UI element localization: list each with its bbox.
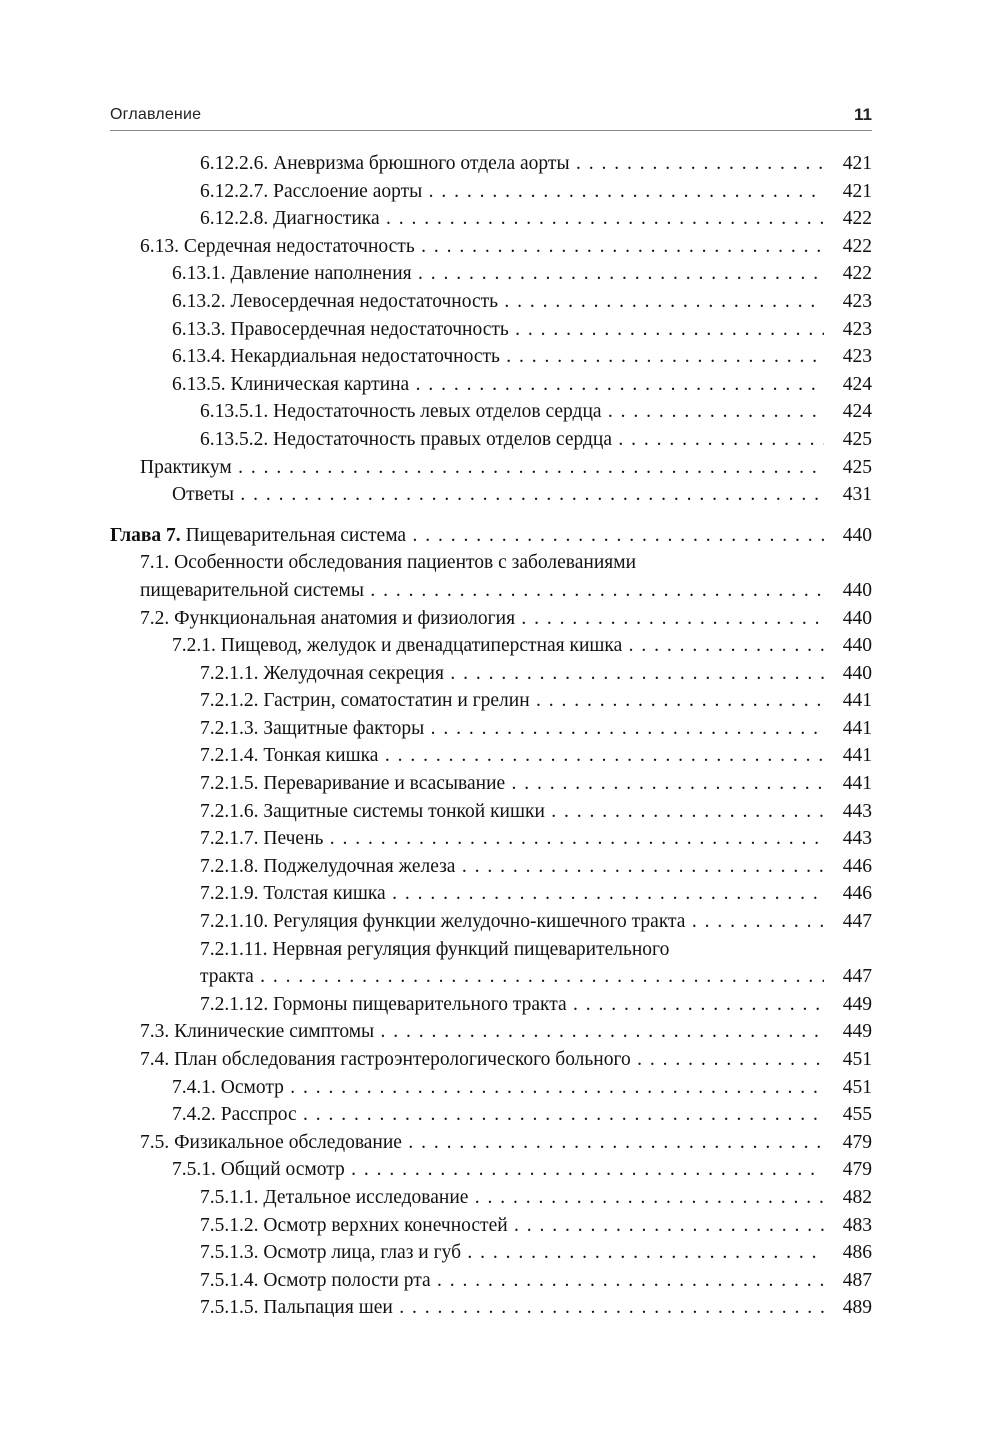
toc-entry[interactable] — [110, 1074, 872, 1102]
toc-entry-page: 422 — [842, 263, 872, 285]
toc-entry[interactable] — [110, 1294, 872, 1322]
toc-entry[interactable] — [110, 853, 872, 881]
toc-entry-title: 7.2.1.7. Печень . . . — [110, 825, 824, 853]
toc-entry-page: 440 — [842, 635, 872, 657]
toc-entry-title: 7.2.1.1. Желудочная секреция . . . — [110, 660, 824, 688]
toc-entry-title — [110, 522, 824, 550]
toc-entry-title: 7.5.1.2. Осмотр верхних конечностей . . . — [110, 1212, 824, 1240]
toc-entry-page: 447 — [842, 966, 872, 988]
toc-entry-title: 7.1. Особенности обследования пациентов с заболеваниями — [140, 552, 637, 574]
toc-entry[interactable] — [110, 715, 872, 743]
toc-entry-page: 489 — [842, 1297, 872, 1319]
chapter-title: Пищеварительная система — [180, 524, 407, 546]
toc-entry[interactable] — [110, 1267, 872, 1295]
toc-entry-title: Ответы . . . — [110, 481, 824, 509]
toc-entry-page: 423 — [842, 290, 872, 312]
toc-entry-page: 440 — [842, 662, 872, 684]
toc-entry-title: 7.2.1.2. Гастрин, соматостатин и грелин . . . — [110, 687, 824, 715]
table-of-contents — [110, 150, 872, 1322]
toc-entry-title: 6.12.2.6. Аневризма брюшного отдела аорты . . . — [110, 150, 824, 178]
toc-entry-title: 7.2.1.12. Гормоны пищеварительного тракта . . . — [110, 991, 824, 1019]
toc-entry[interactable] — [110, 426, 872, 454]
toc-entry-page: 443 — [842, 828, 872, 850]
toc-entry-title: пищеварительной системы . . . — [110, 577, 824, 605]
toc-entry-page: 451 — [842, 1076, 872, 1098]
toc-entry[interactable] — [110, 880, 872, 908]
toc-entry[interactable] — [110, 549, 872, 577]
toc-entry-title: 6.13.2. Левосердечная недостаточность . . . — [110, 288, 824, 316]
toc-entry-title: Практикум . . . — [110, 454, 824, 482]
toc-entry[interactable] — [110, 343, 872, 371]
toc-entry-title: 6.13.1. Давление наполнения . . . — [110, 260, 824, 288]
toc-entry[interactable] — [110, 991, 872, 1019]
toc-entry[interactable] — [110, 908, 872, 936]
toc-entry-page: 443 — [842, 800, 872, 822]
toc-entry[interactable] — [110, 1018, 872, 1046]
toc-entry-title: 7.5.1.4. Осмотр полости рта . . . — [110, 1267, 824, 1295]
toc-entry[interactable] — [110, 936, 872, 964]
toc-entry-page: 486 — [842, 1242, 872, 1264]
toc-entry-title: 7.2.1.10. Регуляция функции желудочно-кишечного тракта . . . — [110, 908, 824, 936]
toc-entry-page: 424 — [842, 373, 872, 395]
toc-entry-page: 423 — [842, 318, 872, 340]
toc-entry-title: 7.4.1. Осмотр . . . — [110, 1074, 824, 1102]
toc-entry-page: 447 — [842, 911, 872, 933]
page-header — [110, 100, 872, 131]
toc-entry[interactable] — [110, 1129, 872, 1157]
toc-entry-page: 479 — [842, 1131, 872, 1153]
toc-entry-page: 479 — [842, 1159, 872, 1181]
toc-entry[interactable] — [110, 742, 872, 770]
toc-entry[interactable] — [110, 798, 872, 826]
toc-entry[interactable] — [110, 1239, 872, 1267]
toc-entry[interactable] — [110, 398, 872, 426]
toc-entry-page: 441 — [842, 690, 872, 712]
toc-entry-page: 425 — [842, 428, 872, 450]
toc-entry-page: 421 — [842, 153, 872, 174]
chapter-label: Глава 7. — [110, 524, 181, 546]
toc-entry-title: 6.13.5. Клиническая картина . . . — [110, 371, 824, 399]
toc-entry[interactable] — [110, 205, 872, 233]
toc-entry-page: 446 — [842, 883, 872, 905]
toc-entry-page: 483 — [842, 1214, 872, 1236]
toc-entry[interactable] — [110, 1184, 872, 1212]
toc-entry[interactable] — [110, 825, 872, 853]
toc-entry[interactable] — [110, 687, 872, 715]
toc-entry-title: 7.2. Функциональная анатомия и физиология . . . — [110, 605, 824, 633]
toc-entry-page: 425 — [842, 456, 872, 478]
toc-entry-title: 6.13.5.1. Недостаточность левых отделов сердца . . . — [110, 398, 824, 426]
toc-entry[interactable] — [110, 288, 872, 316]
toc-entry-page: 421 — [842, 180, 872, 202]
toc-entry-title: 7.2.1.6. Защитные системы тонкой кишки . . . — [110, 798, 824, 826]
toc-entry[interactable] — [110, 1046, 872, 1074]
toc-entry[interactable] — [110, 481, 872, 509]
running-title: Оглавление — [110, 106, 202, 123]
toc-entry-page: 455 — [842, 1104, 872, 1126]
toc-entry-page: 424 — [842, 401, 872, 423]
page-number: 11 — [854, 105, 872, 124]
toc-entry-title: 7.2.1. Пищевод, желудок и двенадцатиперстная кишка . . . — [110, 632, 824, 660]
toc-entry[interactable] — [110, 233, 872, 261]
toc-entry[interactable] — [110, 1212, 872, 1240]
toc-entry-title: 6.13.3. Правосердечная недостаточность . . . — [110, 316, 824, 344]
toc-entry-title: 7.2.1.4. Тонкая кишка . . . — [110, 742, 824, 770]
toc-entry-page: 482 — [842, 1186, 872, 1208]
toc-chapter-entry[interactable] — [110, 522, 872, 550]
toc-entry-title: 7.4. План обследования гастроэнтерологического больного . . . — [110, 1046, 824, 1074]
toc-entry-title: 7.2.1.9. Толстая кишка . . . — [110, 880, 824, 908]
toc-entry-title: тракта . . . — [110, 963, 824, 991]
toc-entry-title: 6.12.2.8. Диагностика . . . — [110, 205, 824, 233]
toc-entry[interactable] — [110, 1156, 872, 1184]
toc-entry-title: 7.3. Клинические симптомы . . . — [110, 1018, 824, 1046]
toc-entry-title: 6.13.5.2. Недостаточность правых отделов сердца . . . — [110, 426, 824, 454]
toc-entry-page: 449 — [842, 993, 872, 1015]
toc-entry-title: 7.5.1.1. Детальное исследование . . . — [110, 1184, 824, 1212]
toc-entry[interactable] — [110, 660, 872, 688]
toc-entry-page: 449 — [842, 1021, 872, 1043]
toc-entry[interactable] — [110, 371, 872, 399]
toc-entry-title: 7.5.1. Общий осмотр . . . — [110, 1156, 824, 1184]
toc-entry-title: 7.2.1.3. Защитные факторы . . . — [110, 715, 824, 743]
toc-entry[interactable] — [110, 454, 872, 482]
toc-entry[interactable] — [110, 260, 872, 288]
toc-entry[interactable] — [110, 605, 872, 633]
toc-entry-title: 7.2.1.5. Переваривание и всасывание . . . — [110, 770, 824, 798]
toc-entry-page: 441 — [842, 745, 872, 767]
toc-entry[interactable] — [110, 1101, 872, 1129]
toc-entry-page: 431 — [842, 484, 872, 506]
toc-entry-page: 441 — [842, 717, 872, 739]
toc-entry-title: 6.12.2.7. Расслоение аорты . . . — [110, 178, 824, 206]
toc-entry-continuation[interactable] — [110, 963, 872, 991]
toc-entry-title: 7.5. Физикальное обследование . . . — [110, 1129, 824, 1157]
toc-entry-page: 446 — [842, 855, 872, 877]
toc-entry-page: 441 — [842, 773, 872, 795]
toc-entry-title: 7.2.1.11. Нервная регуляция функций пищеварительного — [200, 938, 670, 960]
toc-entry-page: 440 — [842, 524, 872, 546]
toc-entry-page: 422 — [842, 208, 872, 230]
toc-entry-page: 423 — [842, 346, 872, 368]
toc-entry-page: 440 — [842, 607, 872, 629]
toc-entry[interactable] — [110, 178, 872, 206]
toc-entry[interactable] — [110, 316, 872, 344]
toc-entry-title: 6.13.4. Некардиальная недостаточность . . . — [110, 343, 824, 371]
toc-entry-page: 422 — [842, 235, 872, 257]
toc-entry-title: 7.5.1.5. Пальпация шеи . . . — [110, 1294, 824, 1322]
toc-entry-title: 7.5.1.3. Осмотр лица, глаз и губ . . . — [110, 1239, 824, 1267]
toc-entry-page: 487 — [842, 1269, 872, 1291]
toc-entry[interactable] — [110, 632, 872, 660]
toc-entry[interactable] — [110, 150, 872, 178]
toc-entry[interactable] — [110, 770, 872, 798]
toc-entry-title: 7.2.1.8. Поджелудочная железа . . . — [110, 853, 824, 881]
toc-entry-continuation[interactable] — [110, 577, 872, 605]
toc-entry-page: 451 — [842, 1049, 872, 1070]
toc-entry-page: 440 — [842, 579, 872, 601]
toc-entry-title: 6.13. Сердечная недостаточность . . . — [110, 233, 824, 261]
toc-entry-title: 7.4.2. Расспрос . . . — [110, 1101, 824, 1129]
